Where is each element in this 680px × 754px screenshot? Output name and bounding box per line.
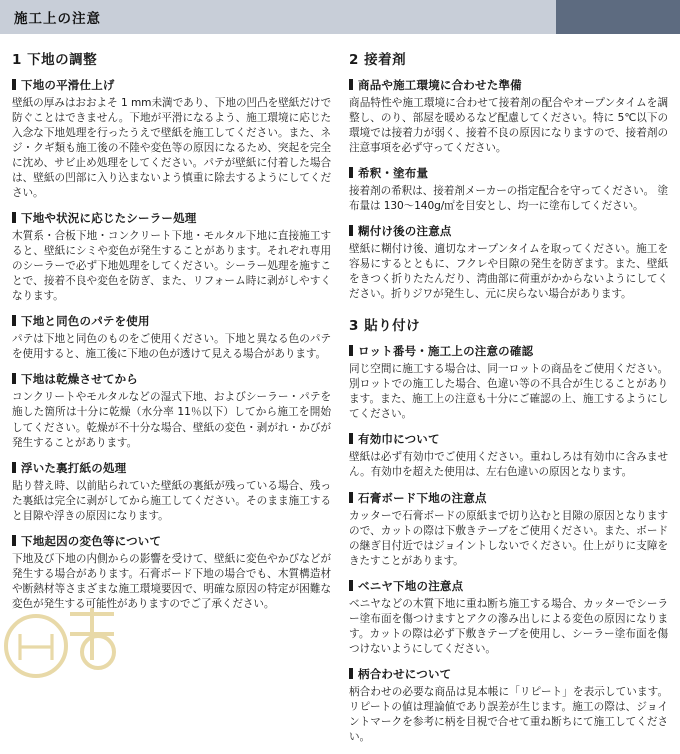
right-column — [349, 48, 668, 754]
sub-title — [12, 77, 331, 93]
bullet-marker-icon — [12, 535, 16, 546]
sub-title — [349, 77, 668, 93]
block-adhesive-prep — [349, 77, 668, 156]
left-column — [12, 48, 331, 754]
sub-title-label: 下地と同色のパテを使用 — [21, 314, 150, 329]
block-dilution-coating — [349, 165, 668, 214]
sub-title — [349, 666, 668, 682]
sub-title — [12, 533, 331, 549]
sub-title — [12, 313, 331, 329]
sub-title — [349, 165, 668, 181]
sub-title — [349, 490, 668, 506]
bullet-marker-icon — [349, 225, 353, 236]
sub-title-label: 希釈・塗布量 — [358, 166, 429, 181]
sub-title-label: 下地は乾燥させてから — [21, 372, 138, 387]
body-text: 商品特性や施工環境に合わせて接着剤の配合やオープンタイムを調整し、のり、部屋を暖めるなど配慮してください。特に 5℃以下の環境では接着力が弱く、接着不良の原因になりますので、接着剤の注意事項を必ず守ってください。 — [349, 97, 668, 155]
sub-title — [349, 578, 668, 594]
sub-title — [12, 460, 331, 476]
bullet-marker-icon — [349, 580, 353, 591]
section-title-3: 3 貼り付け — [349, 318, 421, 335]
block-ground-smooth — [12, 77, 331, 201]
sub-title-label: 下地起因の変色等について — [21, 533, 162, 548]
body-text: 壁紙に糊付け後、適切なオープンタイムを取ってください。施工を容易にするとともに、フクレや目隙の発生を防ぎます。また、壁紙をきつく折りたたんだり、湾曲部に荷重がかからないようにしてください。折りジワが発生し、元に戻らない場合があります。 — [349, 243, 668, 301]
sub-title-label: 柄合わせについて — [358, 666, 452, 681]
body-text: パテは下地と同色のものをご使用ください。下地と異なる色のパテを使用すると、施工後に下地の色が透けて見える場合があります。 — [12, 333, 331, 361]
bullet-marker-icon — [349, 79, 353, 90]
sub-title-label: ロット番号・施工上の注意の確認 — [358, 344, 534, 359]
block-after-pasting — [349, 223, 668, 302]
sub-title-label: 石膏ボード下地の注意点 — [358, 490, 487, 505]
section-title-2: 2 接着剤 — [349, 52, 407, 68]
bullet-marker-icon — [349, 492, 353, 503]
section-title-1: 1 下地の調整 — [12, 52, 98, 68]
sub-title-label: 商品や施工環境に合わせた準備 — [358, 78, 522, 92]
block-discoloration — [12, 533, 331, 612]
block-pattern-matching — [349, 666, 668, 745]
bullet-marker-icon — [12, 79, 16, 90]
content-columns — [0, 34, 680, 754]
body-text: 接着剤の希釈は、接着剤メーカーの指定配合を守ってください。 塗布量は 130〜140g/㎡を目安とし、均一に塗布してください。 — [349, 185, 668, 213]
sub-title-label: ベニヤ下地の注意点 — [358, 578, 464, 593]
bullet-marker-icon — [349, 433, 353, 444]
body-text: カッターで石膏ボードの原紙まで切り込むと目隙の原因となりますので、カットの際は下敷きテープをご使用ください。また、ボードの継ぎ目付近ではジョイントしないでください。仕上がりに支障をきたすことがあります。 — [349, 509, 668, 567]
sub-title — [349, 431, 668, 447]
sub-title — [349, 343, 668, 359]
sub-title-label: 下地や状況に応じたシーラー処理 — [21, 211, 197, 226]
block-backing-paper — [12, 460, 331, 524]
bullet-marker-icon — [349, 668, 353, 679]
body-text: 壁紙の厚みはおおよそ 1 mm未満であり、下地の凹凸を壁紙だけで防ぐことはできません。下地が平滑になるよう、施工環境に応じた入念な下地処理を行ったうえで壁紙を施工してください。また、ネジ・クギ類も施工後の不陸や変色等の原因になるため、突起を完全に沈め、サビ止め処理をしてください。パテが壁紙に付着した場合は、壁紙の凹部に入り込まないよう慎重に除去するようにしてください。 — [12, 97, 331, 200]
page-title: 施工上の注意 — [0, 0, 556, 34]
bullet-marker-icon — [349, 167, 353, 178]
body-text: 木質系・合板下地・コンクリート下地・モルタル下地に直接施工すると、壁紙にシミや変色が発生することがあります。それぞれ専用のシーラーで必ず下地処理をしてください。シーラー処理を施すことで、接着不良や変色を防ぎ、また、リフォーム時に剥がしやすくなります。 — [12, 230, 331, 303]
body-text: 壁紙は必ず有効巾でご使用ください。重ねしろは有効巾に含みません。有効巾を超えた使用は、左右色違いの原因となります。 — [349, 451, 668, 479]
sub-title-label: 下地の平滑仕上げ — [21, 78, 115, 92]
sub-title-label: 浮いた裏打紙の処理 — [21, 460, 127, 475]
body-text: 下地及び下地の内側からの影響を受けて、壁紙に変色やかびなどが発生する場合があります。石膏ボード下地の場合でも、木質構造材や断熱材等さまざまな施工環境要因で、明確な原因の特定が困難な変色が発生する可能性がありますのでご了承ください。 — [12, 552, 331, 610]
block-drying — [12, 371, 331, 450]
sub-title — [349, 223, 668, 239]
body-text: コンクリートやモルタルなどの湿式下地、およびシーラー・パテを施した箇所は十分に乾燥（水分率 11％以下）してから施工を開始してください。乾燥が不十分な場合、壁紙の変色・剥がれ・かびが発生することがあります。 — [12, 391, 331, 449]
sub-title-label: 有効巾について — [358, 432, 440, 447]
block-putty-color — [12, 313, 331, 362]
sub-title — [12, 210, 331, 226]
body-text: 貼り替え時、以前貼られていた壁紙の裏紙が残っている場合、残った裏紙は完全に剥がしてから施工してください。そのまま施工すると目隙や浮きの原因になります。 — [12, 479, 331, 522]
block-plasterboard — [349, 490, 668, 569]
body-text: 同じ空間に施工する場合は、同一ロットの商品をご使用ください。別ロットでの施工した場合、色違い等の不具合が生じることがあります。また、施工上の注意も十分にご確認の上、施工するようにしてください。 — [349, 363, 668, 421]
block-plywood — [349, 578, 668, 657]
bullet-marker-icon — [12, 462, 16, 473]
block-effective-width — [349, 431, 668, 480]
block-sealer — [12, 210, 331, 304]
body-text: ベニヤなどの木質下地に重ね断ち施工する場合、カッターでシーラー塗布面を傷つけますとアクの滲み出しによる変色の原因になります。カットの際は必ず下敷きテープを使用し、シーラー塗布面を傷つけないようにしてください。 — [349, 597, 668, 655]
sub-title — [12, 371, 331, 387]
header-accent-bar — [556, 0, 680, 34]
bullet-marker-icon — [12, 212, 16, 223]
sub-title-label: 糊付け後の注意点 — [358, 224, 452, 239]
bullet-marker-icon — [12, 315, 16, 326]
bullet-marker-icon — [12, 373, 16, 384]
page-header — [0, 0, 680, 34]
body-text: 柄合わせの必要な商品は見本帳に「リピート」を表示しています。 リピートの値は理論値であり誤差が生じます。施工の際は、ジョイントマークを参考に柄を目視で合せて重ね断ちにて施工してください。 — [349, 685, 668, 743]
block-lot-number — [349, 343, 668, 422]
bullet-marker-icon — [349, 345, 353, 356]
